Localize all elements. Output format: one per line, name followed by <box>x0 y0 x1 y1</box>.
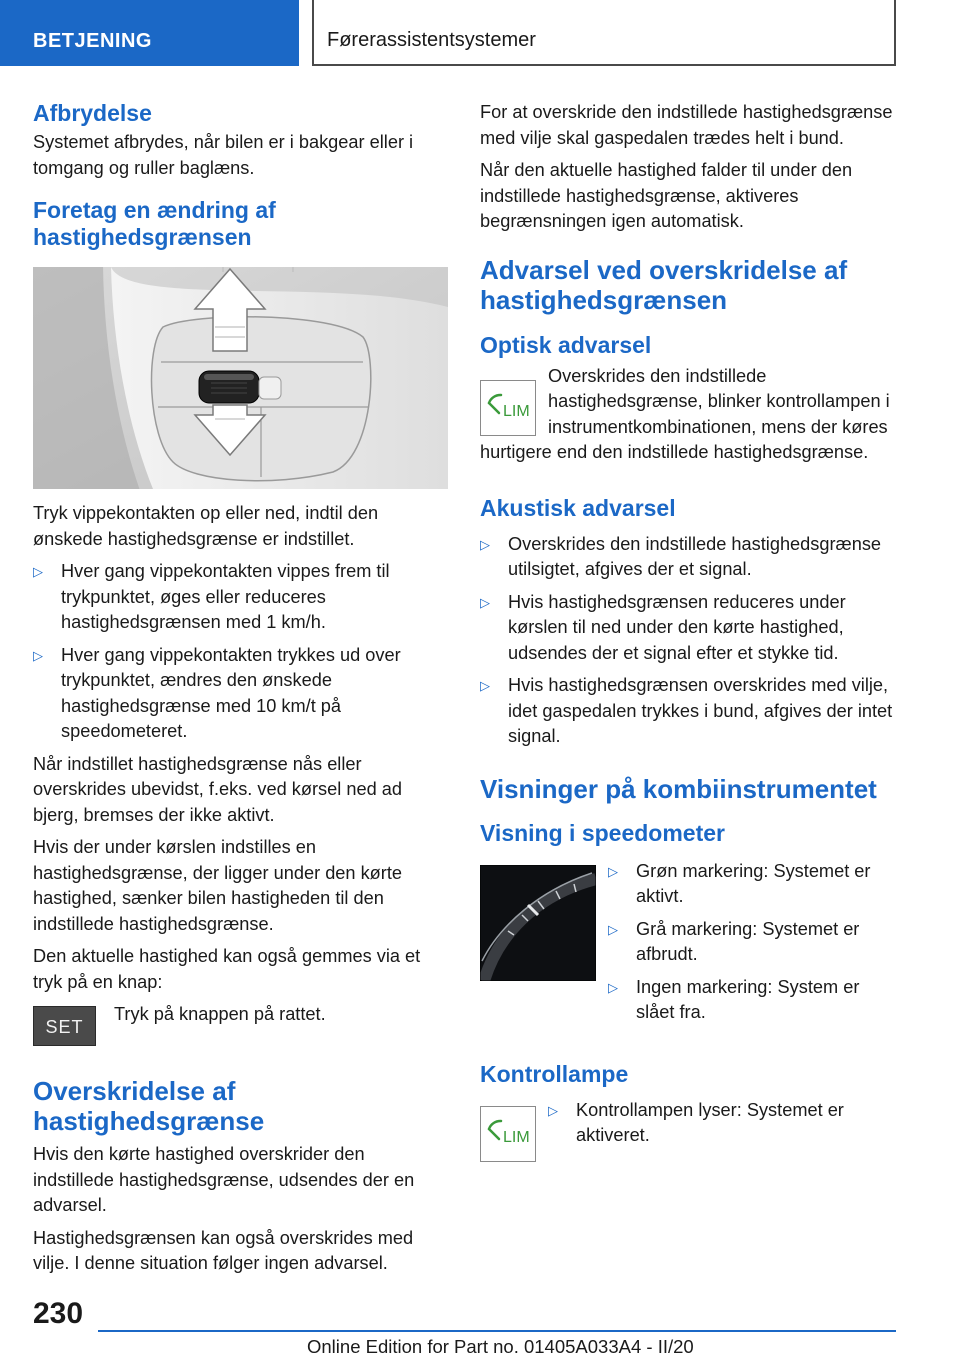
steering-wheel-rocker-switch-illustration <box>33 267 448 489</box>
heading-visninger: Visninger på kombiinstrumentet <box>480 773 877 804</box>
heading-foretag-aendring: Foretag en ændring af hastighedsgrænsen <box>33 197 276 250</box>
list-vippekontakt <box>33 559 448 745</box>
paragraph-den-aktuelle: Den aktuelle hastighed kan også gemmes via et tryk på en knap: <box>33 946 421 992</box>
page-number: 230 <box>33 1297 84 1330</box>
triangle-bullet-icon: ▷ <box>608 863 618 879</box>
lim-label: LIM <box>503 1128 530 1146</box>
list-item <box>480 532 895 583</box>
list-item <box>608 917 895 968</box>
list-item-text: Ingen markering: System er slået fra. <box>636 976 860 1022</box>
paragraph-afbrydelse: Systemet afbrydes, når bilen er i bakgear eller i tomgang og ruller baglæns. <box>33 132 414 178</box>
paragraph-overskridelse-2: Hastighedsgrænsen kan også overskrides med vilje. I denne situation følger ingen advarsel. <box>33 1227 414 1273</box>
footer-divider <box>98 1330 896 1332</box>
triangle-bullet-icon: ▷ <box>480 678 490 693</box>
heading-overskridelse: Overskridelse af hastighedsgrænse <box>33 1076 265 1136</box>
paragraph-tryk-vippekontakt: Tryk vippekontakten op eller ned, indtil den ønskede hastighedsgrænse er indstillet. <box>33 503 379 549</box>
list-item <box>480 673 895 750</box>
heading-advarsel: Advarsel ved overskridelse af hastighedsgrænsen <box>480 254 848 315</box>
speedometer-block <box>480 859 895 1039</box>
list-item-text: Grøn markering: Systemet er aktivt. <box>636 860 871 906</box>
list-item <box>480 590 895 667</box>
triangle-bullet-icon: ▷ <box>608 979 618 995</box>
footer-edition: Online Edition for Part no. 01405A033A4 - II/20 <box>307 1336 694 1357</box>
lim-label: LIM <box>503 402 530 420</box>
list-item-text: Hver gang vippekontakten vippes frem til trykpunktet, øges eller reduceres hastighedsgrænsen med 1 km/h. <box>61 561 390 632</box>
list-item-text: Grå markering: Systemet er afbrudt. <box>636 918 860 964</box>
paragraph-optisk: Overskrides den indstillede hastighedsgrænse, blinker kontrollampen i instrumentkombinationen, mens der køres hurtigere end den indstillede hastighedsgrænse. <box>480 365 890 462</box>
left-column <box>33 100 448 1284</box>
heading-akustisk-advarsel: Akustisk advarsel <box>480 494 676 521</box>
right-column <box>480 100 895 1166</box>
list-item-text: Kontrollampen lyser: Systemet er aktiveret. <box>576 1099 844 1145</box>
chapter-title: Førerassistentsystemer <box>312 0 896 66</box>
triangle-bullet-icon: ▷ <box>33 647 43 663</box>
heading-optisk-advarsel: Optisk advarsel <box>480 331 652 358</box>
steering-wheel-switch-image <box>33 267 448 489</box>
lim-indicator-lamp-icon <box>480 1106 536 1162</box>
list-item <box>33 559 448 636</box>
list-item <box>608 859 895 910</box>
paragraph-naar-indstillet: Når indstillet hastighedsgrænse nås eller overskrides ubevidst, f.eks. ved kørsel ned ad bjerg, bremses der ikke aktivt. <box>33 753 402 825</box>
heading-afbrydelse: Afbrydelse <box>33 100 152 126</box>
triangle-bullet-icon: ▷ <box>548 1102 558 1118</box>
heading-kontrollampe: Kontrollampe <box>480 1060 629 1087</box>
list-item <box>548 1098 895 1149</box>
list-item-text: Hvis hastighedsgrænsen reduceres under kørslen til ned under den kørte hastighed, udsendes der et signal efter et stykke tid. <box>508 591 846 663</box>
triangle-bullet-icon: ▷ <box>480 594 490 610</box>
kontrollampe-block <box>480 1098 895 1166</box>
paragraph-overskridelse-1: Hvis den kørte hastighed overskrider den indstillede hastighedsgrænse, udsendes der en advarsel. <box>33 1144 415 1215</box>
list-item-text: Overskrides den indstillede hastighedsgrænse utilsigtet, afgives der et signal. <box>508 533 882 579</box>
page-header <box>0 0 960 66</box>
paragraph-naar-den-aktuelle: Når den aktuelle hastighed falder til under den indstillede hastighedsgrænse, aktiveres begrænsningen igen automatisk. <box>480 160 853 231</box>
triangle-bullet-icon: ▷ <box>33 564 43 579</box>
paragraph-for-at-overskride: For at overskride den indstillede hastighedsgrænse med vilje skal gaspedalen trædes helt i bund. <box>480 102 893 148</box>
section-tab: BETJENING <box>0 0 299 66</box>
list-kontrollampe <box>548 1098 895 1156</box>
list-item <box>608 975 895 1026</box>
triangle-bullet-icon: ▷ <box>608 921 618 937</box>
list-item-text: Hvis hastighedsgrænsen overskrides med vilje, idet gaspedalen trykkes i bund, afgives der intet signal. <box>508 675 893 746</box>
speedometer-illustration <box>480 865 596 981</box>
heading-visning-speedometer: Visning i speedometer <box>480 819 725 846</box>
triangle-bullet-icon: ▷ <box>480 536 490 552</box>
paragraph-tryk-knappen: Tryk på knappen på rattet. <box>114 1004 326 1024</box>
lim-indicator-lamp-icon <box>480 380 536 436</box>
list-speedometer <box>608 859 895 1033</box>
optisk-block <box>480 364 895 473</box>
paragraph-hvis-der-under: Hvis der under kørslen indstilles en hastighedsgrænse, der ligger under den kørte hastighed, sænker bilen hastigheden til den indstillede hastighedsgrænse. <box>33 837 403 934</box>
list-akustisk <box>480 532 895 750</box>
speedometer-image <box>480 865 596 981</box>
set-button-icon <box>33 1006 96 1046</box>
list-item-text: Hver gang vippekontakten trykkes ud over trykpunktet, ændres den ønskede hastighedsgrænse med 10 km/t på speedometeret. <box>61 644 401 741</box>
set-button-label: SET <box>45 1017 84 1037</box>
list-item <box>33 643 448 745</box>
set-button-row <box>33 1002 448 1046</box>
